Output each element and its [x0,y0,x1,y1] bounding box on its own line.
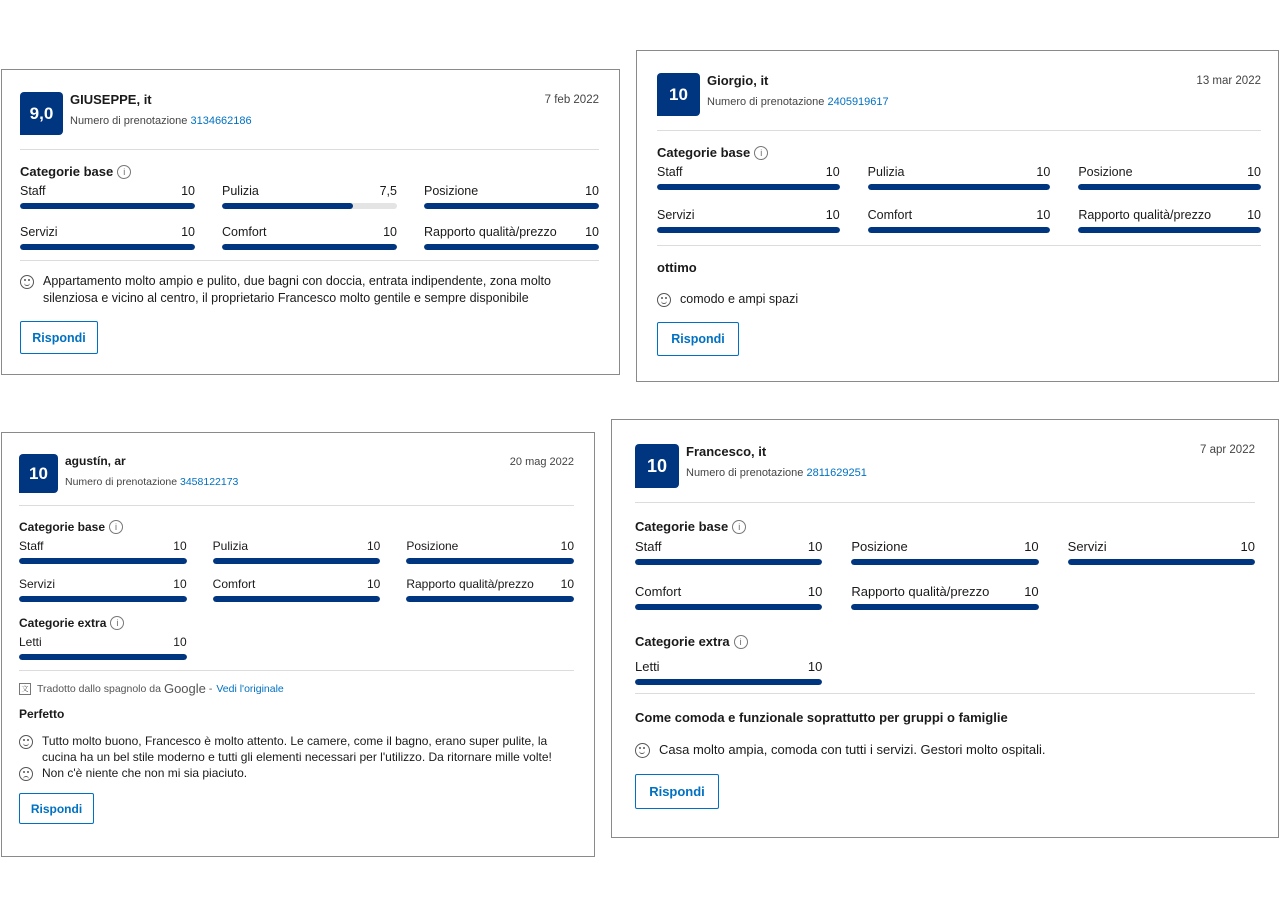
category-pulizia [213,539,381,564]
category-bar [406,558,574,564]
review-date: 7 feb 2022 [544,94,599,106]
category-comfort [868,208,1051,233]
category-bar-fill [1078,184,1261,190]
category-label: Servizi [19,577,56,591]
category-value: 10 [173,577,187,591]
category-bar [222,203,397,209]
booking-info [70,115,252,127]
reply-button[interactable]: Rispondi [20,321,98,354]
info-icon[interactable]: i [754,146,768,160]
category-posizione [406,539,574,564]
category-bar [657,227,840,233]
view-original-link[interactable]: Vedi l'originale [216,682,284,695]
divider [635,502,1255,503]
review-header [20,90,599,135]
categories-base-title [657,145,1261,160]
category-bar-fill [20,244,195,250]
category-bar-fill [635,679,822,685]
category-bar-fill [657,227,840,233]
category-bar [635,604,822,610]
category-rapporto [406,577,574,602]
category-pulizia [868,165,1051,190]
positive-text: Appartamento molto ampio e pulito, due bagni con doccia, entrata indipendente, zona molto silenziosa e vicino al centro, il proprietario Francesco molto gentile e sempre disponibile [43,274,551,305]
category-value: 10 [1247,208,1261,222]
category-label: Staff [19,539,44,553]
category-bar [19,558,187,564]
category-label: Comfort [212,577,256,591]
category-label: Posizione [424,184,479,198]
category-value: 10 [1024,539,1039,554]
category-bar [657,184,840,190]
category-grid-extra [635,659,1255,685]
category-bar-fill [222,203,353,209]
category-staff [635,539,822,565]
category-label: Servizi [1067,539,1107,554]
positive-review [657,291,1261,308]
category-label: Rapporto qualità/prezzo [406,577,534,591]
category-label: Staff [657,165,683,179]
category-bar-fill [213,596,381,602]
category-grid [635,539,1255,610]
categories-base-title [635,519,1255,534]
category-bar-fill [19,654,187,660]
category-bar [20,203,195,209]
category-grid-extra [19,635,574,660]
info-icon[interactable]: i [734,635,748,649]
category-label: Comfort [222,225,267,239]
reviewer-name: Francesco, it [686,444,767,459]
category-value: 10 [181,225,195,239]
category-label: Staff [20,184,46,198]
info-icon[interactable]: i [117,165,131,179]
category-bar-fill [851,604,1038,610]
categories-base-title [19,520,574,534]
category-value: 10 [807,659,823,674]
category-bar-fill [19,596,187,602]
category-label: Servizi [20,225,58,239]
categories-base-title [20,164,599,179]
category-value: 10 [585,225,599,239]
category-value: 10 [1240,539,1255,554]
category-label: Pulizia [212,539,249,553]
review-date: 13 mar 2022 [1196,75,1261,87]
category-letti [19,635,187,660]
category-comfort [635,584,822,610]
category-label: Staff [635,539,662,554]
booking-info [686,467,867,479]
category-label: Posizione [1078,165,1133,179]
category-bar-fill [424,203,599,209]
info-icon[interactable]: i [109,520,123,534]
positive-text: Casa molto ampia, comoda con tutti i servizi. Gestori molto ospitali. [659,742,1046,757]
category-label: Letti [635,659,660,674]
category-bar [1068,559,1255,565]
positive-text: Tutto molto buono, Francesco è molto attento. Le camere, come il bagno, erano super pulite, la cucina ha un bel stile moderno e tutti gli elementi necessari per l'utilizzo. Da ritornare mille volte! [42,734,552,764]
category-servizi [20,225,195,250]
review-card [636,50,1279,382]
divider [657,130,1261,131]
category-label: Letti [19,635,42,649]
category-value: 10 [560,539,574,553]
categories-extra-title [19,616,574,630]
category-bar-fill [406,596,574,602]
category-bar-fill [1068,559,1255,565]
category-label: Comfort [635,584,682,599]
category-bar [851,559,1038,565]
reviewer-name: agustín, ar [65,454,126,468]
score-badge: 10 [657,73,700,116]
reply-button[interactable]: Rispondi [19,793,94,824]
category-label: Posizione [406,539,459,553]
review-header [635,442,1255,488]
category-grid [20,184,599,250]
category-value: 10 [366,577,381,591]
category-bar-fill [406,558,574,564]
category-bar-fill [20,203,195,209]
booking-number-link[interactable]: 2811629251 [806,467,867,479]
category-bar-fill [213,558,381,564]
category-value: 10 [1247,165,1261,179]
translated-separator: - [208,682,213,695]
category-value: 10 [1036,165,1051,179]
categories-base-label: Categorie base [657,145,751,160]
booking-number-link[interactable]: 2405919617 [827,96,889,108]
smile-icon [20,275,34,289]
translated-prefix: Tradotto dallo spagnolo da [37,682,161,695]
category-servizi [657,208,840,233]
info-icon[interactable]: i [110,616,124,630]
category-rapporto [424,225,599,250]
category-bar-fill [19,558,187,564]
review-header [657,71,1261,116]
categories-base-label: Categorie base [20,164,114,179]
category-value: 10 [825,208,840,222]
smile-icon [635,743,650,758]
divider [19,670,574,671]
info-icon[interactable]: i [732,520,746,534]
category-rapporto [851,584,1038,610]
translation-note [19,681,574,696]
negative-review [19,765,574,781]
positive-review [635,741,1255,758]
category-label: Servizi [657,208,695,222]
score-badge: 10 [19,454,58,493]
category-bar-fill [851,559,1038,565]
category-comfort [213,577,381,602]
category-value: 10 [560,577,574,591]
category-value: 10 [1036,208,1051,222]
category-bar [868,184,1051,190]
review-date: 20 mag 2022 [509,456,574,468]
category-label: Rapporto qualità/prezzo [424,225,557,239]
categories-extra-label: Categorie extra [635,634,730,649]
category-bar-fill [1078,227,1261,233]
categories-extra-title [635,634,1255,649]
category-label: Pulizia [867,165,905,179]
positive-review [19,733,574,765]
category-bar [868,227,1051,233]
review-card [1,432,595,857]
divider [20,149,599,150]
booking-label: Numero di prenotazione [686,467,804,479]
category-bar-fill [222,244,397,250]
category-bar [213,596,381,602]
category-bar [406,596,574,602]
reply-button[interactable]: Rispondi [657,322,739,356]
category-posizione [424,184,599,209]
divider [20,260,599,261]
category-staff [19,539,187,564]
review-date: 7 apr 2022 [1200,444,1255,456]
category-servizi [1068,539,1255,565]
category-bar-fill [635,604,822,610]
categories-base-label: Categorie base [635,519,729,534]
smile-icon [19,735,33,749]
frown-icon [19,767,33,781]
category-label: Rapporto qualità/prezzo [851,584,990,599]
negative-text: Non c'è niente che non mi sia piaciuto. [42,766,248,780]
booking-label: Numero di prenotazione [707,96,825,108]
category-bar [424,203,599,209]
reply-button[interactable]: Rispondi [635,774,719,809]
review-card [611,419,1279,838]
review-title: ottimo [657,260,697,275]
category-bar [635,559,822,565]
review-title: Come comoda e funzionale soprattutto per gruppi o famiglie [635,710,1008,725]
category-bar-fill [635,559,822,565]
category-label: Comfort [867,208,913,222]
categories-extra-label: Categorie extra [19,616,107,630]
category-bar [424,244,599,250]
review-title: Perfetto [19,707,65,721]
review-header [19,452,574,493]
category-grid [19,539,574,602]
category-value: 10 [825,165,840,179]
category-bar [222,244,397,250]
category-pulizia [222,184,397,209]
category-value: 10 [585,184,599,198]
positive-text: comodo e ampi spazi [680,292,799,306]
category-label: Rapporto qualità/prezzo [1078,208,1212,222]
category-bar [19,596,187,602]
category-bar-fill [657,184,840,190]
divider [19,505,574,506]
category-rapporto [1078,208,1261,233]
category-value: 10 [807,539,823,554]
divider [657,245,1261,246]
category-value: 10 [807,584,823,599]
category-value: 7,5 [379,184,397,198]
category-bar [635,679,822,685]
category-posizione [851,539,1038,565]
category-bar-fill [868,227,1051,233]
booking-label: Numero di prenotazione [70,115,188,127]
google-brand: Google [163,681,206,696]
category-value: 10 [366,539,381,553]
category-bar [20,244,195,250]
category-grid [657,165,1261,233]
booking-label: Numero di prenotazione [65,476,178,488]
positive-review [20,273,599,307]
category-label: Pulizia [222,184,259,198]
category-bar-fill [424,244,599,250]
reviewer-name: Giorgio, it [707,73,769,88]
divider [635,693,1255,694]
category-letti [635,659,822,685]
translate-icon: 文 [19,683,31,695]
categories-base-label: Categorie base [19,520,106,534]
booking-info [707,96,889,108]
score-badge: 10 [635,444,679,488]
category-bar [19,654,187,660]
category-bar [1078,184,1261,190]
booking-info [65,476,238,488]
category-value: 10 [383,225,397,239]
category-label: Posizione [851,539,908,554]
category-staff [20,184,195,209]
reviewer-name: GIUSEPPE, it [70,92,152,107]
category-value: 10 [1024,584,1039,599]
category-servizi [19,577,187,602]
category-bar [1078,227,1261,233]
category-bar [213,558,381,564]
review-card [1,69,620,375]
booking-number-link[interactable]: 3458122173 [180,476,239,488]
category-staff [657,165,840,190]
category-bar-fill [868,184,1051,190]
category-value: 10 [173,539,187,553]
category-value: 10 [173,635,187,649]
category-comfort [222,225,397,250]
score-badge: 9,0 [20,92,63,135]
category-posizione [1078,165,1261,190]
category-value: 10 [181,184,195,198]
category-bar [851,604,1038,610]
smile-icon [657,293,671,307]
booking-number-link[interactable]: 3134662186 [190,115,252,127]
